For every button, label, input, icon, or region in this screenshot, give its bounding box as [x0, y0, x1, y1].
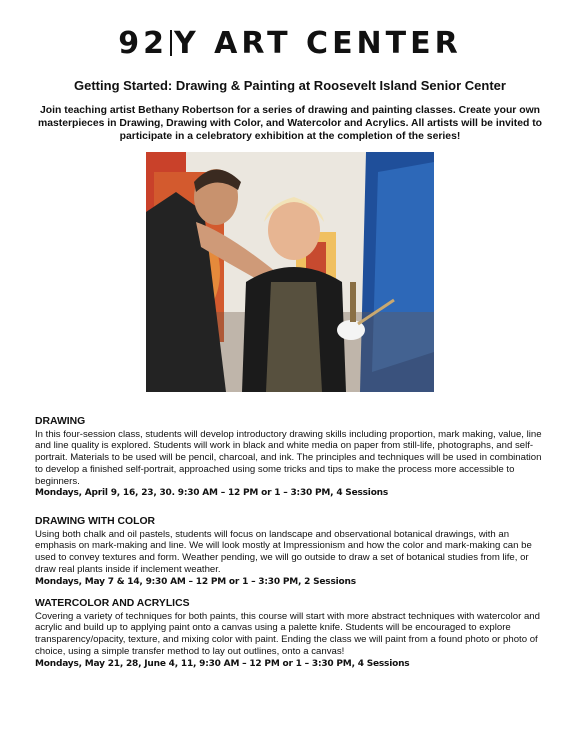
section-heading: DRAWING WITH COLOR — [35, 516, 156, 527]
page-title: Getting Started: Drawing & Painting at Roosevelt Island Senior Center — [74, 78, 506, 93]
class-photo-illustration — [146, 152, 434, 392]
section-heading: WATERCOLOR AND ACRYLICS — [35, 598, 190, 609]
section-schedule: Mondays, May 21, 28, June 4, 11, 9:30 AM – 12 PM or 1 – 3:30 PM, 4 Sessions — [35, 658, 410, 669]
logo-text: Y ART CENTER — [174, 26, 462, 61]
section-body: Using both chalk and oil pastels, students will focus on landscape and observational botanical drawings, with an emphasis on mark-making and line. We will look mostly at Impressionism and how the color and mark-making can be used to convey textures and form. Weather pending, we will go outside to draw a set of botanical studies from life, or draw real plants inside if inclement weather. — [35, 528, 532, 575]
section-schedule: Mondays, May 7 & 14, 9:30 AM – 12 PM or 1 – 3:30 PM, 2 Sessions — [35, 576, 356, 587]
logo-number: 92 — [118, 26, 168, 61]
section-heading: DRAWING — [35, 416, 86, 427]
intro-text: Join teaching artist Bethany Robertson for a series of drawing and painting classes. Create your own masterpieces in Drawing, Drawing with Color, and Watercolor and Acrylics. All artists will be invited to participate in a celebratory exhibition at the completion of the series! — [37, 105, 543, 142]
section-body: Covering a variety of techniques for both paints, this course will start with more abstract techniques with watercolor and acrylic and build up to applying paint onto a canvas using a palette knife. Students will be encouraged to explore transparency/opacity, texture, and mixing color with paint. Ending the class we will paint from a found photo or photo of choice, using a simple transfer method to lay out outlines, onto a canvas! — [35, 610, 540, 657]
section-drawing-with-color — [35, 516, 547, 588]
section-body: In this four-session class, students will develop introductory drawing skills including proportion, mark making, value, line and line quality is explored. Students will work in black and white media on paper from still-life, photographs, and self-portrait. Materials to be used will be pencil, charcoal, and ink. The principles and techniques will be used in combination to develop a finished self-portrait, approached using some tricks and tips to make the process more accessible to beginners. — [35, 428, 542, 487]
section-schedule: Mondays, April 9, 16, 23, 30. 9:30 AM – 12 PM or 1 – 3:30 PM, 4 Sessions — [35, 488, 389, 499]
logo — [0, 26, 580, 61]
section-watercolor-and-acrylics — [35, 598, 547, 670]
section-drawing — [35, 416, 547, 500]
logo-divider — [170, 30, 172, 56]
class-photo — [146, 152, 434, 392]
